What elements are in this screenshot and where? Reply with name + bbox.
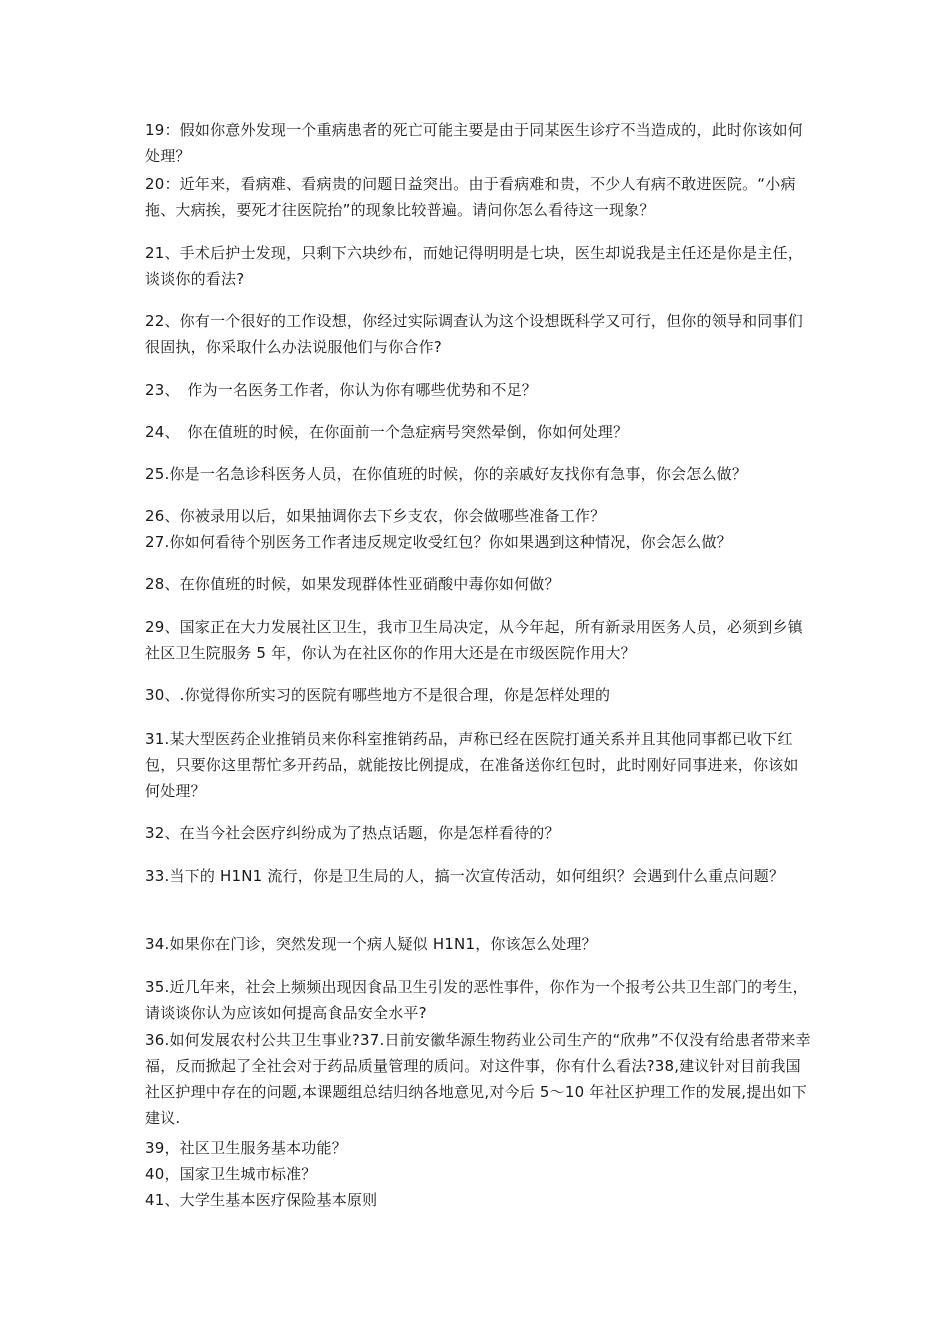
- question-40: 40，国家卫生城市标准？: [145, 1165, 317, 1183]
- question-24: 24、 你在值班的时候，在你面前一个急症病号突然晕倒，你如何处理？: [145, 423, 629, 441]
- question-34: 34.如果你在门诊，突然发现一个病人疑似 H1N1，你该怎么处理？: [145, 935, 597, 953]
- question-36-37-38: 36.如何发展农村公共卫生事业?37.日前安徽华源生物药业公司生产的“欣弗”不仅没有给患者带来幸福，反而掀起了全社会对于药品质量管理的质问。对这件事，你有什么看法?38,建议针对目前我国社区护理中存在的问题,本课题组总结归纳各地意见,对今后 5～10 年社区护理工作的发展,提出如下建议.: [145, 1031, 811, 1127]
- question-19: 19：假如你意外发现一个重病患者的死亡可能主要是由于同某医生诊疗不当造成的，此时你该如何处理？: [145, 121, 803, 165]
- question-29: 29、国家正在大力发展社区卫生，我市卫生局决定，从今年起，所有新录用医务人员，必须到乡镇社区卫生院服务 5 年，你认为在社区你的作用大还是在市级医院作用大？: [145, 618, 803, 662]
- question-31: 31.某大型医药企业推销员来你科室推销药品，声称已经在医院打通关系并且其他同事都已收下红包，只要你这里帮忙多开药品，就能按比例提成，在准备送你红包时，此时刚好同事进来，你该如何处理？: [145, 730, 799, 800]
- question-33: 33.当下的 H1N1 流行，你是卫生局的人，搞一次宣传活动，如何组织？会遇到什么重点问题？: [145, 867, 785, 885]
- question-20: 20：近年来，看病难、看病贵的问题日益突出。由于看病难和贵，不少人有病不敢进医院。“小病拖、大病挨，要死才往医院抬”的现象比较普遍。请问你怎么看待这一现象？: [145, 175, 796, 219]
- question-39: 39，社区卫生服务基本功能？: [145, 1139, 347, 1157]
- question-27: 27.你如何看待个别医务工作者违反规定收受红包？你如果遇到这种情况，你会怎么做？: [145, 533, 732, 551]
- question-23: 23、 作为一名医务工作者，你认为你有哪些优势和不足？: [145, 381, 537, 399]
- question-41: 41、大学生基本医疗保险基本原则: [145, 1191, 378, 1209]
- question-22: 22、你有一个很好的工作设想，你经过实际调查认为这个设想既科学又可行，但你的领导和同事们很固执，你采取什么办法说服他们与你合作?: [145, 312, 803, 356]
- question-32: 32、在当今社会医疗纠纷成为了热点话题，你是怎样看待的？: [145, 824, 560, 842]
- question-21: 21、手术后护士发现，只剩下六块纱布，而她记得明明是七块，医生却说我是主任还是你是主任，谈谈你的看法?: [145, 244, 803, 288]
- question-25: 25.你是一名急诊科医务人员，在你值班的时候，你的亲戚好友找你有急事，你会怎么做？: [145, 465, 748, 483]
- question-26: 26、你被录用以后，如果抽调你去下乡支农，你会做哪些准备工作？: [145, 507, 606, 525]
- question-35: 35.近几年来，社会上频频出现因食品卫生引发的恶性事件，你作为一个报考公共卫生部门的考生，请谈谈你认为应该如何提高食品安全水平?: [145, 978, 808, 1022]
- question-30: 30、.你觉得你所实习的医院有哪些地方不是很合理，你是怎样处理的: [145, 686, 611, 704]
- question-28: 28、在你值班的时候，如果发现群体性亚硝酸中毒你如何做？: [145, 575, 560, 593]
